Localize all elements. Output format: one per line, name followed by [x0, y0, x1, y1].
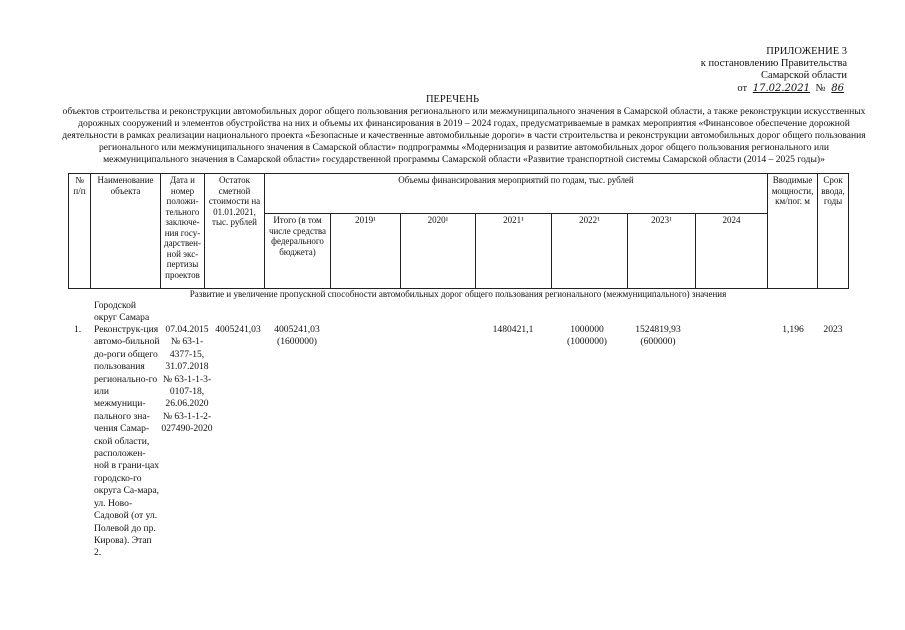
- row-capacity: 1,196: [782, 324, 804, 335]
- row-num: 1.: [74, 324, 82, 335]
- document-subtitle: объектов строительства и реконструкции автомобильных дорог общего пользования регионального или межмуниципального значения в Самарской области, а также реконструкции искусственных дорожных сооружений и элементов обустройства на них и объемы их финансирования в 2019 – 2024 годах, предусматриваемые в рамках мероприятия «Финансовое обеспечение дорожной деятельности в рамках реализации национального проекта «Безопасные и качественные автомобильные дороги» в части строительства и реконструкции автомобильных дорог общего пользования регионального или межмуниципального значения в Самарской области» подпрограммы «Модернизация и развитие автомобильных дорог общего пользования регионального или межмуниципального значения в Самарской области» государственной программы Самарской области «Развитие транспортной системы Самарской области (2014 – 2025 годы)»: [62, 106, 866, 165]
- appendix-line-3: Самарской области: [761, 70, 847, 81]
- col-2021: 2021¹: [476, 214, 552, 289]
- col-2023: 2023¹: [628, 214, 696, 289]
- date-prefix: от: [737, 83, 748, 94]
- row-rest: 4005241,03: [215, 324, 261, 335]
- col-2019: 2019¹: [331, 214, 401, 289]
- row-object-name: Реконструк-ция автомо-бильной до-роги общего пользования регионально-го или межмуници-пального зна-чения Самар-ской области, расположен-ной в грани-цах городско-го округа Са-мара, ул. Ново-Садовой (от ул. Полевой до пр. Кирова). Этап 2.: [94, 324, 160, 559]
- row-2022-total: 1000000: [570, 324, 604, 335]
- col-num: № п/п: [69, 174, 91, 289]
- row-2023-federal: (600000): [640, 336, 676, 348]
- appendix-line-2: к постановлению Правительства: [700, 58, 847, 69]
- col-term: Срок ввода, годы: [818, 174, 849, 289]
- col-name: Наименование объекта: [91, 174, 161, 289]
- col-volumes: Объемы финансирования мероприятий по годам, тыс. рублей: [265, 174, 768, 214]
- row-term: 2023: [823, 324, 843, 335]
- row-itogo-federal: (1600000): [277, 336, 317, 348]
- header-table: [68, 173, 849, 289]
- col-date: Дата и номер положи-тельного заключе-ния госу-дарствен-ной экс-пертизы проектов: [161, 174, 205, 289]
- row-2023: [623, 324, 693, 349]
- number-prefix: №: [815, 83, 826, 94]
- row-2023-total: 1524819,93: [635, 324, 681, 335]
- row-2022-federal: (1000000): [567, 336, 607, 348]
- appendix-title: ПРИЛОЖЕНИЕ 3: [766, 46, 847, 57]
- col-capacity: Вводимые мощности, км/пог. м: [768, 174, 818, 289]
- row-2021: 1480421,1: [492, 324, 534, 335]
- appendix-block: [657, 46, 847, 95]
- row-district: Городской округ Самара: [94, 300, 150, 324]
- number-value: 86: [831, 83, 844, 94]
- row-itogo: [267, 324, 327, 349]
- col-2020: 2020¹: [401, 214, 476, 289]
- date-value: 17.02.2021: [752, 83, 810, 94]
- col-2022: 2022¹: [552, 214, 628, 289]
- document-title: ПЕРЕЧЕНЬ: [425, 94, 480, 105]
- row-expertise: 07.04.2015 № 63-1-4377-15, 31.07.2018 № 63-1-1-3-0107-18, 26.06.2020 № 63-1-1-2-027490-2020: [161, 324, 213, 435]
- section-title: Развитие и увеличение пропускной способности автомобильных дорог общего пользования регионального (межмуниципального) значения: [189, 289, 727, 299]
- col-rest: Остаток сметной стоимости на 01.01.2021, тыс. рублей: [205, 174, 265, 289]
- col-2024: 2024: [696, 214, 768, 289]
- row-2022: [552, 324, 622, 349]
- row-itogo-total: 4005241,03: [274, 324, 320, 335]
- col-itogo: Итого (в том числе средства федерального бюджета): [265, 214, 331, 289]
